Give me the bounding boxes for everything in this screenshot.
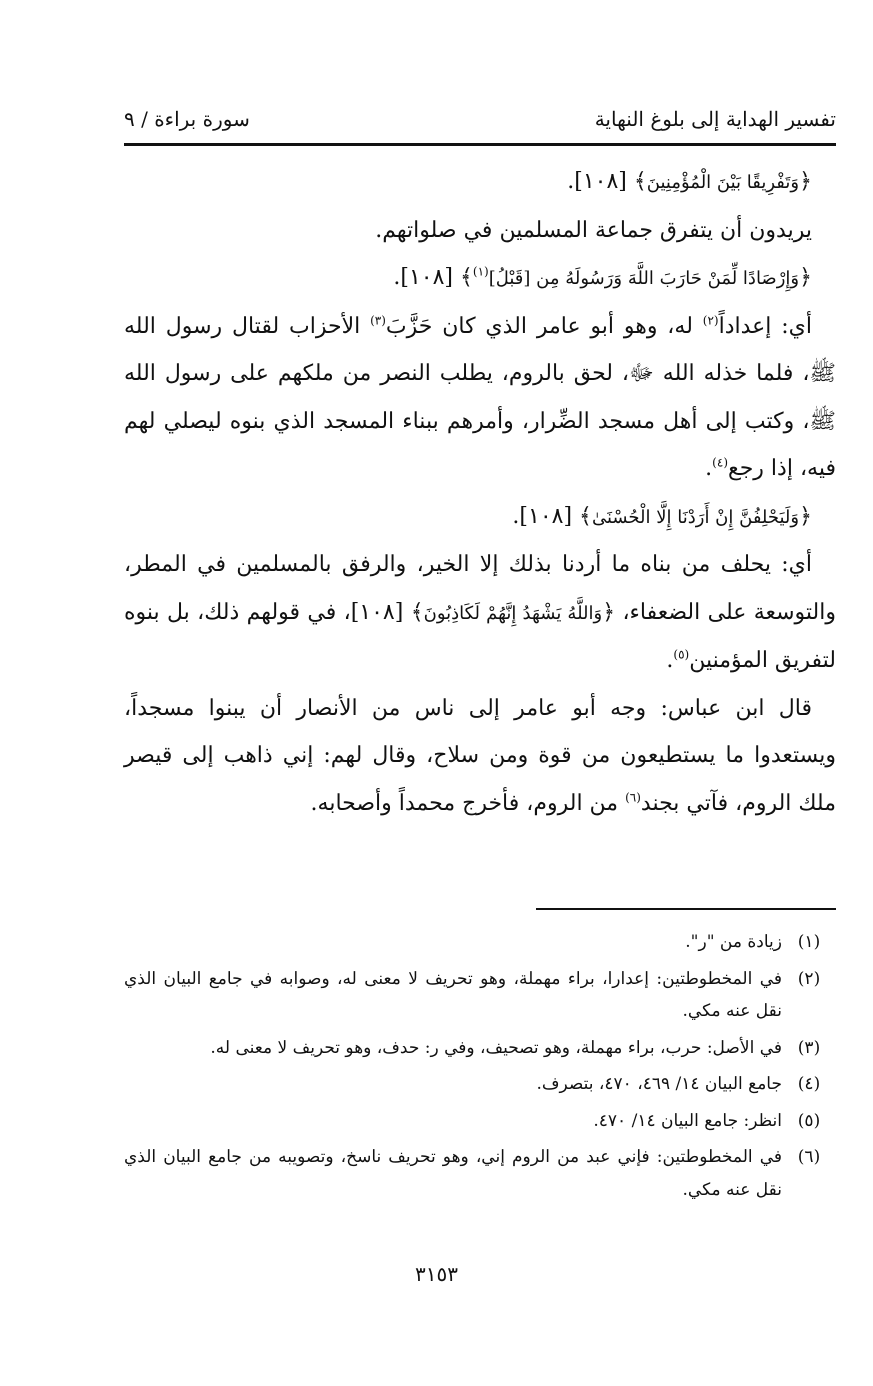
verse-ref: [١٠٨]. [567, 169, 627, 194]
footnote-text: في المخطوطتين: فإني عبد من الروم إني، وهو تحريف ناسخ، وتصويبه من جامع البيان الذي نقل عنه مكي. [124, 1147, 782, 1200]
footnote [124, 1141, 836, 1206]
footnote-number: (٦) [797, 1147, 821, 1167]
footnote-number: (١) [797, 932, 821, 952]
footnote-text: في المخطوطتين: إعدارا، براء مهملة، وهو تحريف لا معنى له، وصوابه في جامع البيان الذي نقل عنه مكي. [124, 968, 782, 1021]
verse-text: وَإِرْصَادًا لِّمَنْ حَارَبَ اللَّهَ وَرَسُولَهُ مِن [قَبْلُ] [488, 268, 800, 289]
verse-ref: [١٠٨]. [393, 265, 453, 290]
footnote [124, 1105, 836, 1138]
footnote-number: (٢) [797, 968, 821, 989]
footnote [124, 1068, 836, 1101]
book-title: تفسير الهداية إلى بلوغ النهاية [594, 107, 836, 131]
paragraph-3: أي: يحلف من بناه ما أردنا بذلك إلا الخير، والرفق بالمسلمين في المطر، والتوسعة على الضعفاء، ﴿وَاللَّهُ يَشْهَدُ إِنَّهُمْ لَكَاذِبُونَ﴾ [١٠٨]، في قولهم ذلك، بل بنوه لتفريق المؤمنين$^{(٥)}$. [124, 552, 836, 673]
footnote-text: زيادة من "ر". [685, 932, 782, 952]
footnote [124, 963, 836, 1028]
quran-verse-3: ﴿وَلَيَحْلِفُنَّ إِنْ أَرَدْنَا إِلَّا الْحُسْنَىٰ﴾ [١٠٨]. [512, 503, 812, 529]
quran-verse-1: ﴿وَتَفْرِيقًا بَيْنَ الْمُؤْمِنِينَ﴾ [١٠٨]. [567, 169, 812, 194]
footnote-number: (٥) [797, 1110, 821, 1131]
verse-ref: [١٠٨]. [512, 503, 573, 529]
verse-text: وَتَفْرِيقًا بَيْنَ الْمُؤْمِنِينَ [646, 172, 800, 193]
footnote-text: في الأصل: حرب، براء مهملة، وهو تصحيف، وفي ر: حدف، وهو تحريف لا معنى له. [210, 1037, 782, 1058]
footnote-ref: (٢) [702, 313, 719, 328]
footnote [124, 1032, 836, 1065]
paragraph-2: أي: إعداداً$^{(٢)}$ له، وهو أبو عامر الذي كان حَزَّبَ$^{(٣)}$ الأحزاب لقتال رسول الله ﷺ، فلما خذله الله ﷻ، لحق بالروم، يطلب النصر من ملكهم على رسول الله ﷺ، وكتب إلى أهل مسجد الضِّرار، وأمرهم ببناء المسجد الذي بنوه ليصلي لهم فيه، إذا رجع$^{(٤)}$. [124, 313, 836, 481]
page-number: ٣١٥٣ [415, 1262, 458, 1286]
quran-verse-2: ﴿وَإِرْصَادًا لِّمَنْ حَارَبَ اللَّهَ وَرَسُولَهُ مِن [قَبْلُ]$^{(١)}$﴾ [١٠٨]. [393, 264, 812, 290]
footnote-ref: (٥) [673, 647, 690, 662]
footnote-ref: (٤) [712, 455, 728, 470]
running-header [124, 96, 836, 142]
footnote-ref: (١) [472, 264, 489, 279]
footnotes [124, 926, 836, 1210]
verse-text: وَاللَّهُ يَشْهَدُ إِنَّهُمْ لَكَاذِبُونَ [423, 602, 603, 624]
footnote-divider [536, 908, 836, 910]
header-divider [124, 143, 836, 146]
paragraph-1: يريدون أن يتفرق جماعة المسلمين في صلواتهم. [375, 217, 812, 243]
footnote-ref: (٣) [370, 313, 386, 328]
main-text [124, 158, 836, 827]
verse-text: وَلَيَحْلِفُنَّ إِنْ أَرَدْنَا إِلَّا الْحُسْنَىٰ [591, 506, 800, 528]
footnote-text: جامع البيان ١٤/ ٤٦٩، ٤٧٠، بتصرف. [536, 1074, 782, 1094]
footnote-number: (٣) [797, 1037, 821, 1058]
footnote [124, 926, 836, 959]
paragraph-4: قال ابن عباس: وجه أبو عامر إلى ناس من الأنصار أن يبنوا مسجداً، ويستعدوا ما يستطيعون من قوة ومن سلاح، وقال لهم: إني ذاهب إلى قيصر ملك الروم، فآتي بجند$^{(٦)}$ من الروم، فأخرج محمداً وأصحابه. [124, 695, 836, 816]
footnote-ref: (٦) [625, 790, 641, 805]
footnote-number: (٤) [797, 1074, 821, 1094]
surah-label: سورة براءة / ٩ [124, 107, 250, 131]
footnote-text: انظر: جامع البيان ١٤/ ٤٧٠. [593, 1110, 782, 1131]
